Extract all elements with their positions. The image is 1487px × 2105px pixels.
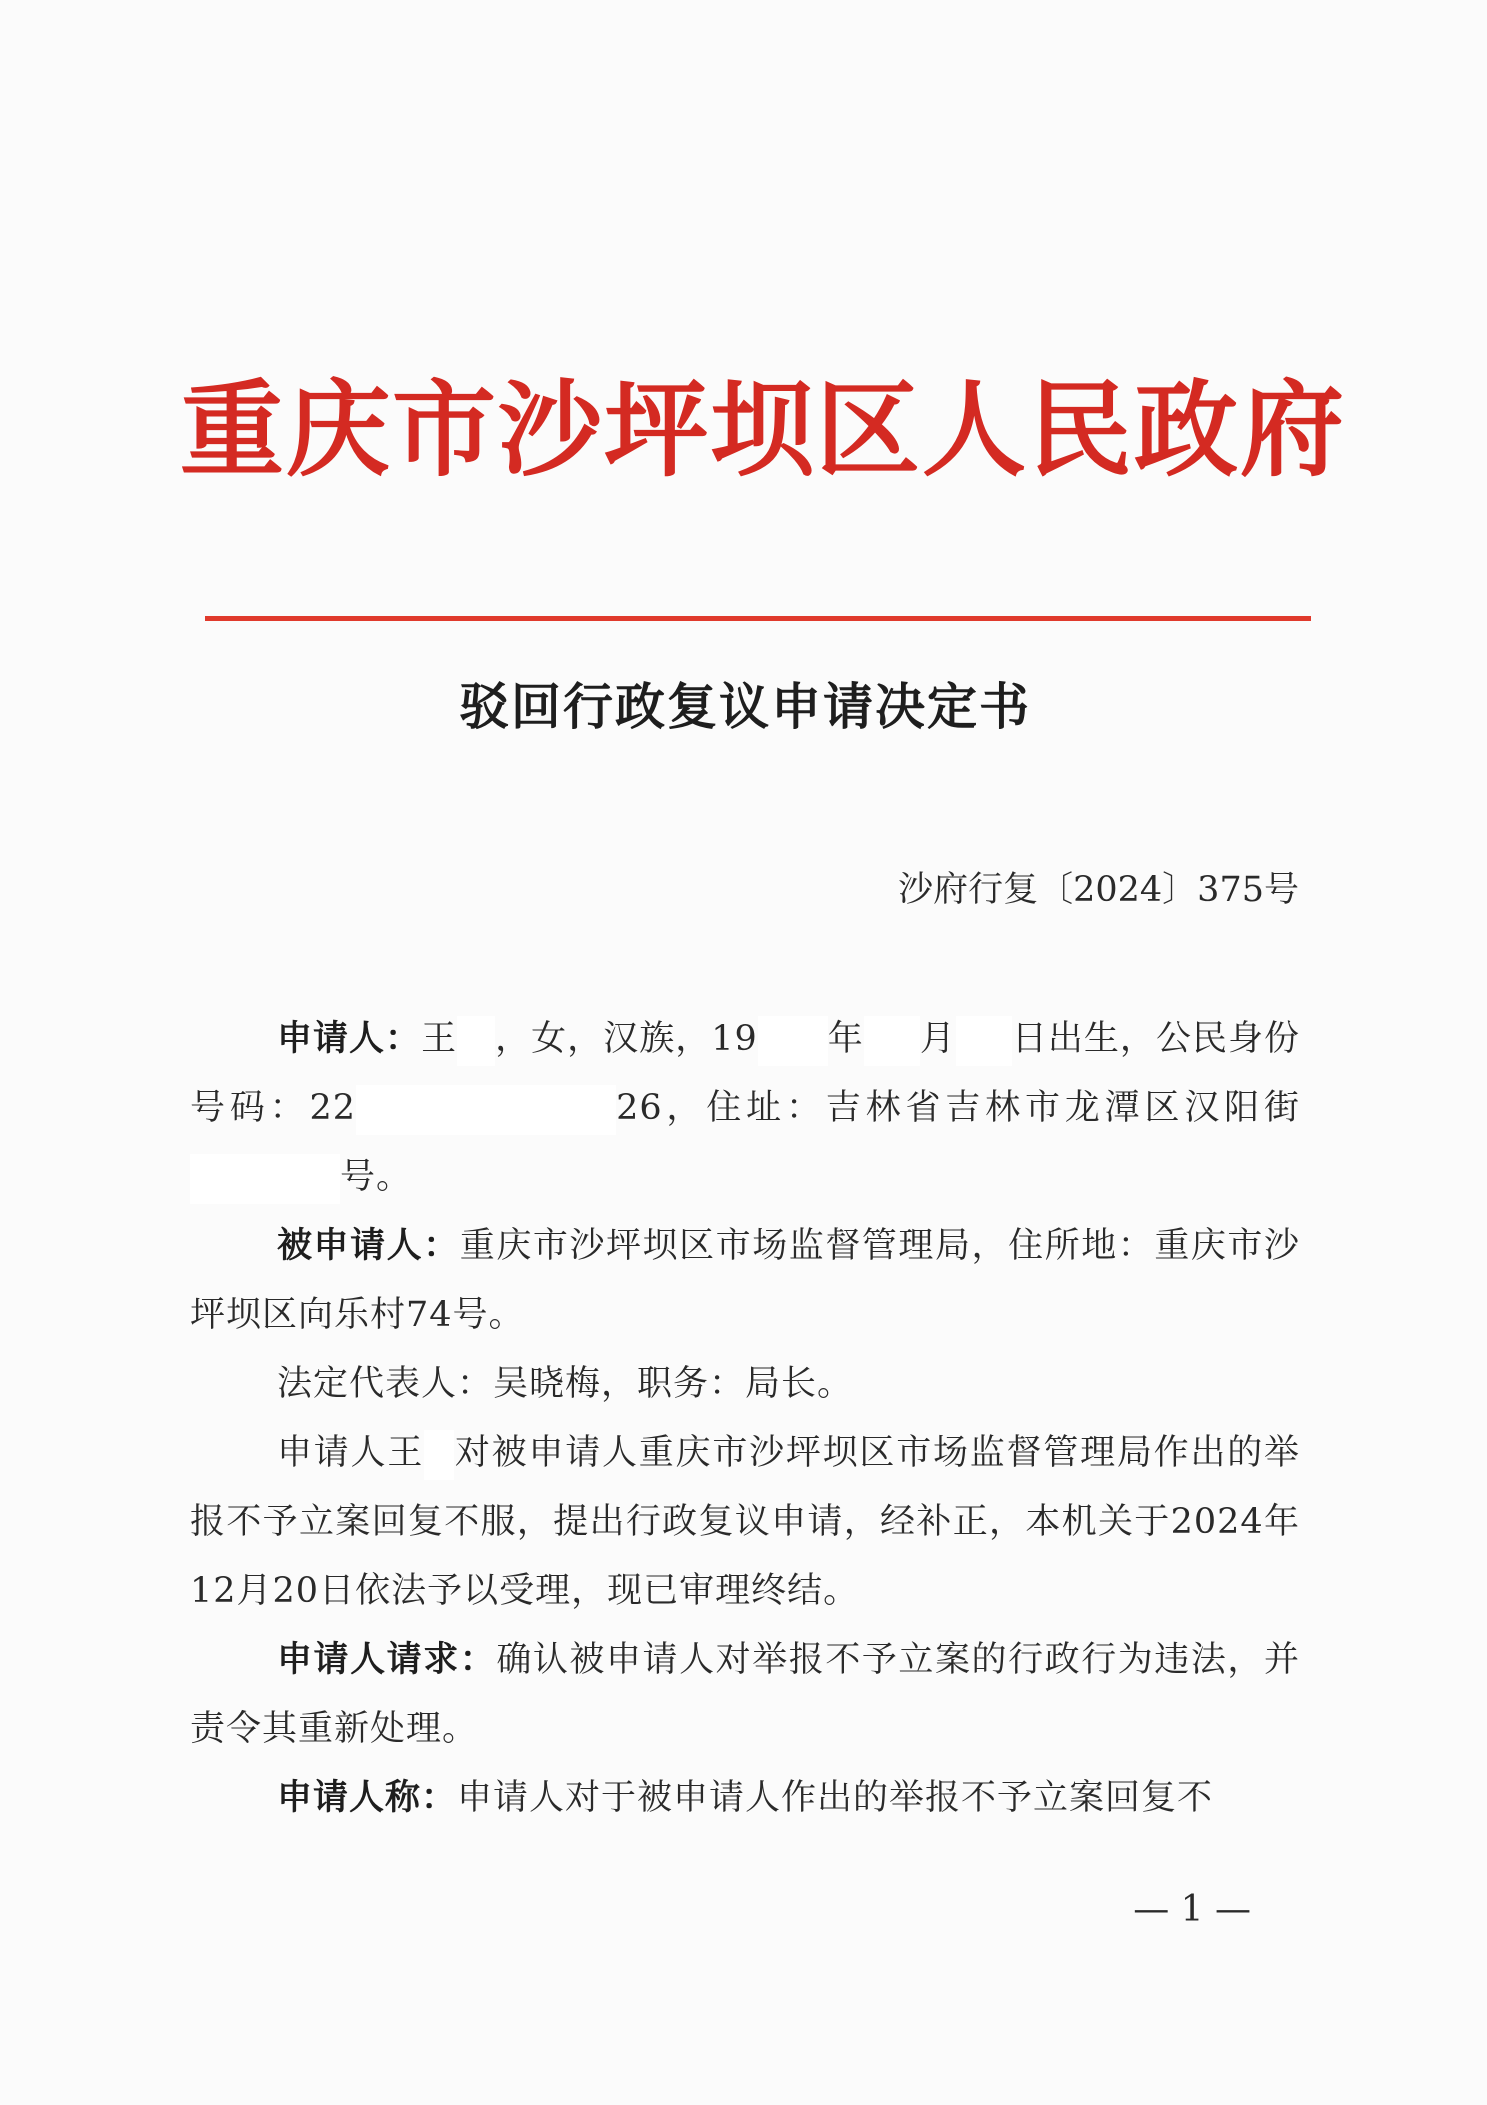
applicant-name-prefix: 王: [421, 1019, 458, 1059]
case-intro-a: 申请人王: [277, 1433, 425, 1473]
case-intro-paragraph: [190, 1419, 1300, 1626]
redaction-block: [190, 1154, 340, 1204]
applicant-id-suffix: 26，住址：吉林省吉林市龙潭区汉阳街: [616, 1088, 1300, 1128]
applicant-month-char: 月: [919, 1019, 956, 1059]
request-label: 申请人请求：: [277, 1640, 497, 1680]
redaction-block: [457, 1016, 495, 1066]
respondent-paragraph: [190, 1212, 1300, 1350]
applicant-info-a: ，女，汉族，19: [495, 1019, 758, 1059]
legal-representative: 法定代表人：吴晓梅，职务：局长。: [277, 1364, 854, 1404]
redaction-block: [356, 1085, 616, 1135]
respondent-text: 重庆市沙坪坝区市场监督管理局，住所地：重庆市沙坪坝区向乐村74号。: [190, 1226, 1300, 1335]
claim-text: 申请人对于被申请人作出的举报不予立案回复不: [457, 1778, 1214, 1818]
document-body: [190, 1005, 1300, 1833]
request-paragraph: [190, 1626, 1300, 1764]
document-title: 驳回行政复议申请决定书: [459, 677, 1031, 736]
redaction-block: [758, 1016, 828, 1066]
redaction-block: [864, 1016, 920, 1066]
applicant-address-end: 号。: [340, 1157, 413, 1197]
document-number: 沙府行复〔2024〕375号: [898, 870, 1299, 910]
applicant-label: 申请人：: [277, 1019, 422, 1059]
request-text: 确认被申请人对举报不予立案的行政行为违法，并责令其重新处理。: [190, 1640, 1300, 1749]
claim-label: 申请人称：: [277, 1778, 458, 1818]
claim-paragraph: [190, 1764, 1300, 1833]
letterhead-org-name: 重庆市沙坪坝区人民政府: [180, 368, 1347, 491]
page-number: — 1 —: [1133, 1889, 1251, 1930]
redaction-block: [424, 1430, 454, 1480]
case-intro-b: 对被申请人重庆市沙坪坝区市场监督管理局作出的举报不予立案回复不服，提出行政复议申请，经补正，本机关于2024年12月20日依法予以受理，现已审理终结。: [190, 1433, 1300, 1611]
redaction-block: [956, 1016, 1012, 1066]
applicant-info-b: 日出生，公民身份号码：22: [190, 1019, 1300, 1128]
letterhead-divider: [205, 616, 1311, 621]
respondent-label: 被申请人：: [277, 1226, 460, 1266]
applicant-paragraph: [190, 1005, 1300, 1212]
applicant-year-char: 年: [827, 1019, 864, 1059]
